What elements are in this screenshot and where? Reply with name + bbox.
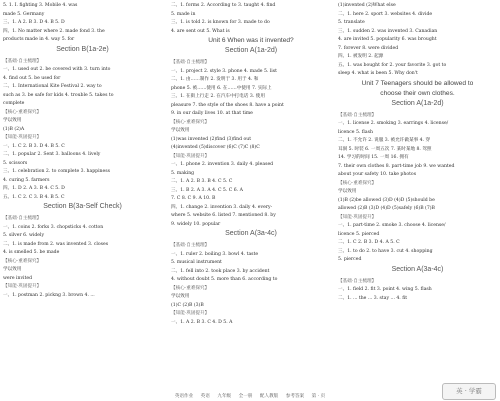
part-label: 【知能·巩固提升】 xyxy=(3,135,42,140)
answer-line: 二、1. International Kite Festival 2. way to xyxy=(3,84,102,89)
watermark-logo: 英 · 学霸 xyxy=(442,383,496,400)
section-heading: Section A(1a-2d) xyxy=(224,47,278,54)
part-label: 【核心·重难探究】 xyxy=(338,180,377,186)
section-heading: Section A(1a-2d) xyxy=(391,99,444,107)
part-label: 【核心·重难探究】 xyxy=(3,109,42,115)
answer-line: 4. is smelled 5. be made xyxy=(3,250,60,255)
answer-line: 一、1. license 2. smoking 3. earrings 4. license/ xyxy=(338,121,449,126)
answer-line: 一、1. A 2. B 3. C 4. D 5. A xyxy=(171,319,233,325)
part-label: 【知能·巩固提升】 xyxy=(338,214,377,220)
answer-line: 一、1. part-time 2. smoke 3. choose 4. license/ xyxy=(338,223,446,228)
answer-line: made 5. Germany xyxy=(3,11,45,17)
footer-grade: 九年级 xyxy=(217,394,232,399)
answer-line: sleep 4. what is been 5. Why don't xyxy=(338,71,418,76)
footer-subject: 英语 xyxy=(200,394,210,399)
answer-line: (1)B (2)A xyxy=(3,126,25,132)
answer-line: 二、1. here 2. sport 3. websites 4. divide xyxy=(338,11,433,17)
answer-column-1 xyxy=(3,2,162,300)
answer-line: 7. their own clothes 8. part-time job 9. we wanted xyxy=(338,163,455,169)
answer-line: 五、1. C 2. C 3. B 4. B 5. C xyxy=(3,194,65,200)
answer-line: 二、1. C 2. B 3. D 4. A 5. C xyxy=(338,240,400,245)
answer-line: 三、1. A 2. B 3. D 4. B 5. D xyxy=(3,20,65,25)
answer-line: 三、1. 在街上行走 2. 在汽车中打电话 3. 使用 xyxy=(171,94,265,99)
answer-line: (1)invented (2)What else xyxy=(338,3,396,8)
answer-line: 二、1. fell into 2. took place 3. by accident xyxy=(171,268,270,274)
answer-line: 5. made in xyxy=(171,11,196,17)
answer-line: 5. silver 6. widely xyxy=(3,233,45,238)
answer-line: 三、1. to do 2. to have 3. cut 4. shopping xyxy=(338,248,433,254)
page-footer xyxy=(0,392,500,401)
answer-line: 一、1. phone 2. invention 3. daily 4. pleased xyxy=(171,162,274,167)
answer-line: 四、1. 被发明 2. 起源 xyxy=(338,54,384,59)
answer-line: 9. widely 10. popular xyxy=(171,221,221,227)
footer-volume: 全一册 xyxy=(238,394,253,399)
part-label: 【知能·巩固提升】 xyxy=(3,284,42,289)
answer-line: 学以致用 xyxy=(338,189,357,194)
answer-line: 一、1. postman 2. pickng 3. brown 4. ... xyxy=(3,292,95,298)
answer-line: 5. pierced xyxy=(338,257,362,262)
answer-line: 9. in our daily lives 10. at that time xyxy=(171,111,253,116)
answer-line: phone 5. 被……使用 6. 在……中使用 7. 实际上 xyxy=(171,85,272,91)
answer-line: 一、1. C 2. B 3. D 4. B 5. C xyxy=(3,143,65,149)
answer-line: 4. are invited 5. popularity 6. was brought xyxy=(338,37,437,42)
footer-section: 参考答案 xyxy=(285,394,305,399)
part-label: 【基础·自主梳理】 xyxy=(3,58,42,64)
unit-heading: Unit 7 Teenagers should be allowed to xyxy=(361,79,474,87)
footer-edition: 配人教版 xyxy=(259,394,279,399)
footer-series: 英语作业 xyxy=(174,394,194,399)
answer-line: 4. curing 5. farmers xyxy=(3,177,50,183)
answer-line: 二、1. forms 2. According to 3. taught 4. find xyxy=(171,3,276,8)
answer-line: were invited xyxy=(3,275,33,281)
answer-line: 三、1. celebration 2. to complete 3. happiness xyxy=(3,169,110,174)
part-label: 【基础·自主梳理】 xyxy=(171,60,210,65)
answer-line: 一、1. ruler 2. boiling 3. bowl 4. taste xyxy=(171,251,259,257)
answer-line: (1)C (2)B (3)B xyxy=(171,302,204,308)
answer-line: 5. making xyxy=(171,170,195,176)
answer-line: about your safety 10. take photos xyxy=(338,172,417,177)
answer-line: 学以致用 xyxy=(171,128,190,133)
answer-line: 二、1. ... the ... 3. stay ... 4. fit xyxy=(338,295,408,301)
part-label: 【基础·自主梳理】 xyxy=(338,112,377,118)
answer-line: 二、1. A 2. B 3. B 4. C 5. C xyxy=(171,179,233,184)
answer-line: 二、1. popular 2. Sent 3. balloons 4. lively xyxy=(3,152,101,157)
answer-line: 一、1. coins 2. forks 3. chopsticks 4. cotton xyxy=(3,224,104,230)
answer-line: 14. 学习的时间 15. 一周 16. 拥有 xyxy=(338,155,409,160)
section-heading: Section B(1a-2e) xyxy=(56,45,109,53)
answer-line: 7. C 8. C 9. A 10. B xyxy=(171,196,216,201)
section-heading: Section B(3a-Self Check) xyxy=(43,203,122,210)
answer-line: 7. forever 8. were divided xyxy=(338,45,399,51)
answer-line: 一、1. field 2. fit 3. point 4. wing 5. flash xyxy=(338,287,432,292)
answer-line: products made in 4. way 5. for xyxy=(3,37,75,42)
part-label: 【基础·自主梳理】 xyxy=(338,278,377,284)
answer-line: 5. musical instrument xyxy=(171,260,222,265)
answer-line: 一、1. project 2. style 3. phone 4. made 5. list xyxy=(171,68,277,74)
answer-line: (4)invented (5)discover (6)C (7)C (8)C xyxy=(171,145,260,150)
answer-line: licence 5. pierced xyxy=(338,231,380,237)
answer-line: 学以致用 xyxy=(3,118,22,123)
part-label: 【核心·重难探究】 xyxy=(171,285,210,291)
answer-line: complete xyxy=(3,101,25,106)
answer-line: 四、1. No matter where 2. made fond 3. the xyxy=(3,28,105,34)
unit-heading: Unit 6 When was it invented? xyxy=(208,37,294,44)
footer-page: 第 · 页 xyxy=(311,394,326,399)
answer-line: 4. without doubt 5. more than 6. according to xyxy=(171,277,278,282)
part-label: 【基础·自主梳理】 xyxy=(171,243,210,248)
answer-line: 学以致用 xyxy=(171,294,190,299)
answer-line: where 5. website 6. listed 7. mentioned 8. by xyxy=(171,213,276,218)
part-label: 【基础·自主梳理】 xyxy=(3,216,42,221)
answer-line: 三、1. B 2. A 3. A 4. C 5. C 6. A xyxy=(171,187,243,193)
unit-heading: choose their own clothes. xyxy=(380,89,455,97)
answer-line: 5. translate xyxy=(338,20,365,25)
part-label: 【核心·重难探究】 xyxy=(3,258,42,264)
answer-line: 4. find out 5. be used for xyxy=(3,75,61,81)
part-label: 【核心·重难探究】 xyxy=(171,119,210,125)
answer-line: 5. scissors xyxy=(3,160,28,166)
answer-line: 耳洞 5. 时装 6. 一周五次 7. 某时某地 8. 驾照 xyxy=(338,146,432,152)
section-heading: Section A(3a-4c) xyxy=(225,230,277,237)
answer-line: 学以致用 xyxy=(3,267,22,272)
part-label: 【知能·巩固提升】 xyxy=(171,311,210,316)
answer-line: 一、1. used out 2. be covered with 3. turn into xyxy=(3,67,111,72)
answer-line: (1)B (2)be allowed (3)D (4)D (5)should be xyxy=(338,197,435,203)
answer-line: 三、1. is told 2. is known for 3. made to do xyxy=(171,20,270,25)
answer-line: licence 5. flash xyxy=(338,129,373,135)
answer-line: 5. 1. Ⅰ. fighting 3. Mobile 4. was xyxy=(3,3,78,8)
part-label: 【知能·巩固提升】 xyxy=(171,153,210,159)
answer-column-3 xyxy=(338,2,497,303)
answer-line: pleasure 7. the style of the shoes 8. have a point xyxy=(171,102,284,108)
answer-line: 四、1. D 2. A 3. B 4. C 5. D xyxy=(3,186,65,191)
answer-line: 4. are sent out 5. What is xyxy=(171,28,230,34)
answer-line: 三、1. sudden 2. was invented 3. Canadian xyxy=(338,28,438,34)
answer-line: 二、1. is made from 2. was invented 3. closes xyxy=(3,241,109,247)
answer-line: 二、1. 由……制作 2. 发明于 3. 用于 4. 和 xyxy=(171,77,259,82)
answer-line: 四、1. change 2. invention 3. daily 4. every- xyxy=(171,204,273,210)
answer-line: such as 3. be safe for kids 4. trouble 5. takes to xyxy=(3,92,114,98)
answer-line: 二、1. 不允许 2. 说服 3. 被允许做某事 4. 穿 xyxy=(338,138,431,143)
answer-line: allowed (2)B (3)D (4)D (5)safely (6)B (7)B xyxy=(338,206,435,211)
section-heading: Section A(3a-4c) xyxy=(391,265,444,273)
answer-line: (1)was invented (2)find (3)find out xyxy=(171,136,252,142)
answer-column-2 xyxy=(171,2,331,327)
answer-line: 五、1. was bought for 2. your favorite 3. got to xyxy=(338,62,447,68)
